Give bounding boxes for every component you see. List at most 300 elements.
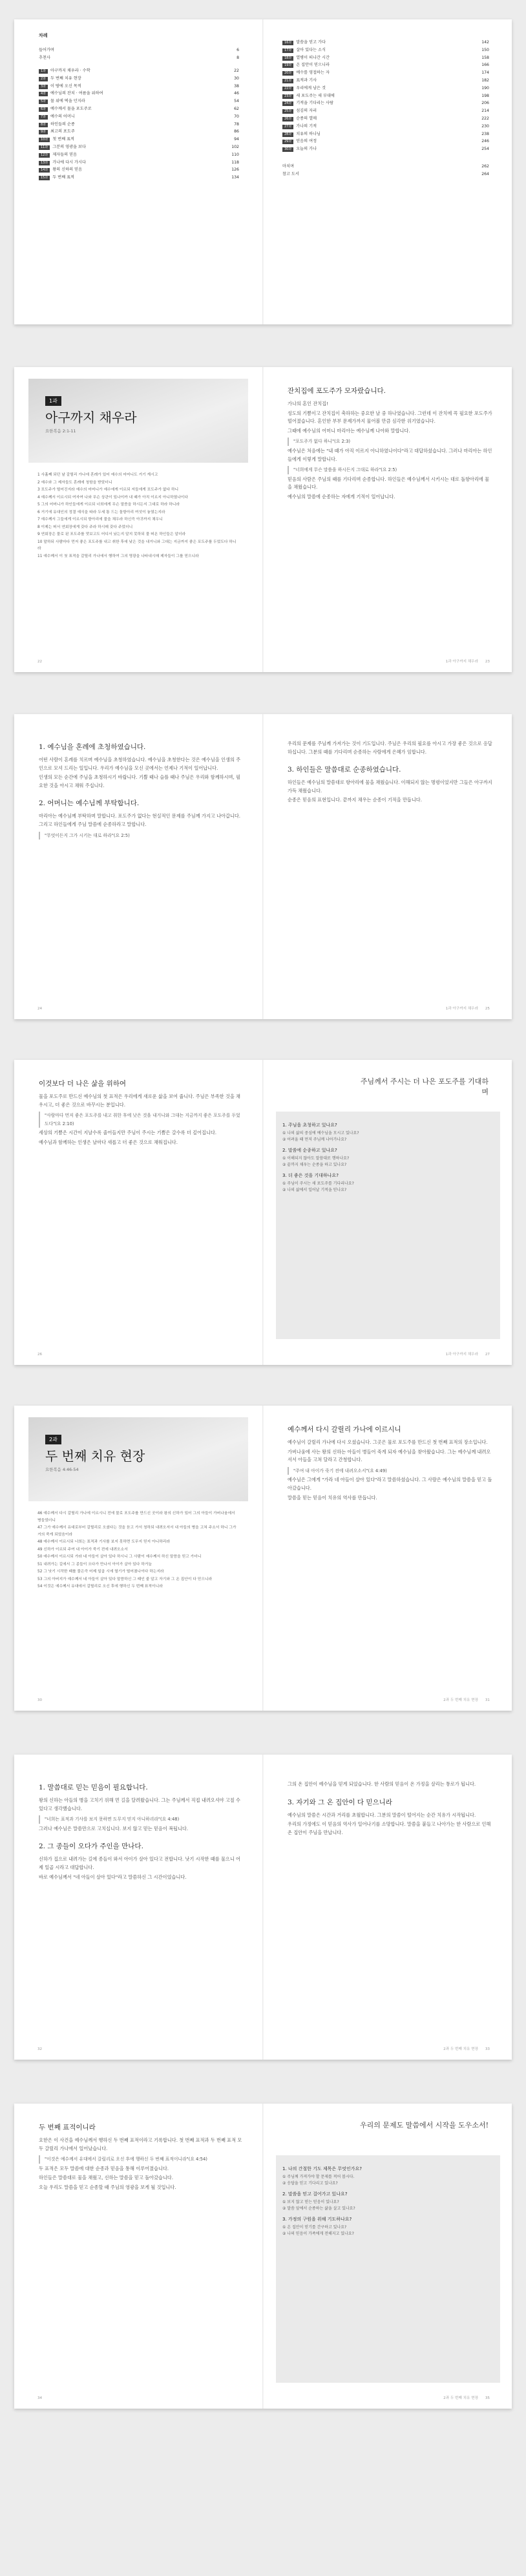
paragraph: 말씀을 믿는 믿음이 치유의 역사를 만듭니다.: [288, 1494, 377, 1501]
toc-entry: [39, 128, 239, 136]
question-item: ① 주님이 주시는 새 포도주를 기다리나요?: [282, 1181, 354, 1186]
body-text: [39, 756, 244, 790]
toc-entry-text: 믿음의 여정: [296, 139, 317, 144]
toc-entry-title: [282, 39, 326, 47]
body-text: [39, 1797, 244, 1833]
page-35: [263, 2104, 512, 2409]
paragraph: 하인들은 말씀대로 물을 채웠고, 신하는 말씀을 믿고 돌아갔습니다.: [39, 2175, 174, 2181]
section-heading: 이것보다 더 나은 삶을 위하여: [39, 1080, 127, 1088]
toc-entry: [282, 54, 489, 62]
toc-label: 차례: [39, 33, 48, 38]
paragraph: 그의 온 집안이 예수님을 믿게 되었습니다. 한 사람의 믿음이 온 가정을 살리는 통로가 됩니다.: [288, 1781, 476, 1787]
body-text: [39, 2137, 244, 2192]
toc-entry: [282, 85, 489, 92]
toc-entry-title: [39, 75, 81, 83]
toc-page-number: 150: [481, 47, 489, 52]
toc-entry-title: [282, 100, 333, 107]
toc-entry: [282, 123, 489, 131]
toc-page-number: 6: [237, 48, 239, 52]
running-head: 2과 두 번째 치유 현장: [443, 2396, 478, 2400]
ch2-title: 두 번째 치유 현장: [45, 1448, 145, 1464]
running-head: 2과 두 번째 치유 현장: [443, 1698, 478, 1702]
scripture-verse: 1 사흘째 되던 날 갈릴리 가나에 혼례가 있어 예수의 어머니도 거기 계시고: [37, 473, 158, 477]
paragraph: 우리의 문제를 주님께 가져가는 것이 기도입니다. 주님은 우리의 필요를 아시고 가장 좋은 것으로 응답하십니다. 그분의 때를 기다리며 순종하는 사람에게 은혜가 임합니다.: [288, 741, 492, 755]
ch2-body-page: [263, 1406, 512, 1711]
toc-lesson-badge: 1과: [39, 69, 48, 74]
section-heading: 예수께서 다시 갈릴리 가나에 이르시니: [288, 1426, 401, 1433]
folio-left: 24: [37, 1007, 43, 1011]
toc-entry-text: 들어가며: [39, 48, 54, 52]
toc-page-number: 158: [481, 55, 489, 60]
question-heading: 3. 가정의 구원을 위해 기도하나요?: [282, 2217, 352, 2222]
toc-entry-text: 우리에게 남은 것: [296, 85, 326, 90]
scripture-verse: 6 거기에 유대인의 정결 예식을 따라 두세 통 드는 돌항아리 여섯이 놓였는지라: [37, 510, 165, 514]
reflection-box: [276, 2155, 500, 2383]
folio-right: 33: [485, 2047, 490, 2051]
toc-entry: [39, 47, 239, 54]
scripture-verse: 50 예수께서 이르시되 가라 네 아들이 살아 있다 하시니 그 사람이 예수께서 하신 말씀을 믿고 가더니: [37, 1555, 202, 1559]
paragraph: 가버나움에 사는 왕의 신하는 아들이 병들어 죽게 되자 예수님을 찾아왔습니다. 그는 예수님께 내려오셔서 아들을 고쳐 달라고 간청합니다.: [288, 1448, 491, 1463]
toc-page-number: 102: [231, 144, 239, 149]
toc-entry-text: 이 땅에 오신 목적: [50, 83, 81, 89]
scripture-verse: 51 내려가는 길에서 그 종들이 오다가 만나서 아이가 살아 있다 하거늘: [37, 1562, 152, 1567]
question-heading: 3. 더 좋은 것을 기대하나요?: [282, 1173, 339, 1178]
reflection-heading: 우리의 문제도 말씀에서 시작을 도우소서!: [359, 2121, 489, 2129]
page-26: [14, 1060, 263, 1365]
section-heading-2: 2. 그 종들이 오다가 주인을 만나다.: [39, 1842, 143, 1851]
toc-entry-text: 최고의 포도주: [50, 129, 75, 134]
scripture-verse: 47 그가 예수께서 유대로부터 갈릴리로 오셨다는 것을 듣고 가서 청하되 내려오셔서 내 아들의 병을 고쳐 주소서 하니 그가 거의 죽게 되었음이라: [37, 1526, 237, 1537]
toc-entry: [39, 136, 239, 143]
section-heading: 두 번째 표적이니라: [39, 2124, 96, 2131]
toc-entry: [282, 47, 489, 54]
toc-entry: [39, 121, 239, 129]
paragraph: 그러나 예수님은 말씀만으로 고치십니다. 보지 않고 믿는 믿음이 복됩니다.: [39, 1825, 189, 1832]
scripture-verse: 52 그 낫기 시작한 때를 물은즉 어제 일곱 시에 열기가 떨어졌나이다 하는지라: [37, 1570, 164, 1574]
paragraph: 우리의 가정에도 이 믿음의 역사가 일어나기를 소망합니다. 말씀을 붙들고 나아가는 한 사람으로 인해 온 집안이 주님을 만납니다.: [288, 1821, 491, 1835]
body-text: [288, 1811, 492, 1837]
toc-lesson-badge: 4과: [39, 92, 48, 96]
scripture-verse: 4 예수께서 이르시되 여자여 나와 무슨 상관이 있나이까 내 때가 아직 이르지 아니하였나이다: [37, 495, 188, 500]
spread-26-27: [14, 1060, 512, 1365]
page-24: [14, 714, 263, 1019]
toc-page-number: 206: [481, 101, 489, 106]
toc-lesson-badge: 10과: [39, 138, 50, 142]
toc-entry-text: 마치며: [282, 164, 294, 169]
body-text: [288, 1439, 492, 1502]
toc-lesson-badge: 7과: [39, 115, 48, 120]
scripture-verse: 8 이제는 떠서 연회장에게 갖다 주라 하시매 갖다 주었더니: [37, 525, 133, 529]
toc-entry-text: 가나에 다시 가시다: [52, 160, 86, 165]
toc-entry-text: 말씀을 믿고 가다: [296, 40, 326, 45]
toc-entry-text: 왕의 신하의 믿음: [52, 167, 82, 173]
scripture-quote: "주여 내 아이가 죽기 전에 내려오소서"(요 4:49): [288, 1467, 492, 1475]
toc-entry-title: [39, 47, 54, 54]
toc-lesson-badge: 12과: [39, 153, 50, 158]
toc-entry: [282, 39, 489, 47]
toc-entry-title: [39, 54, 50, 62]
toc-lesson-badge: 26과: [282, 117, 293, 121]
toc-entry-text: 오늘의 가나: [296, 147, 317, 152]
toc-page-number: 38: [234, 83, 239, 89]
question-heading: 2. 말씀에 순종하고 있나요?: [282, 1148, 337, 1153]
paragraph: 예수님이 갈릴리 가나에 다시 오셨습니다. 그곳은 물로 포도주를 만드신 첫 번째 표적의 장소입니다.: [288, 1439, 488, 1445]
toc-entry-title: [39, 166, 82, 174]
toc-entry: [39, 159, 239, 167]
question-heading: 2. 말씀을 믿고 걸어가고 있나요?: [282, 2191, 348, 2197]
paragraph: 왕의 신하는 아들의 병을 고치기 위해 먼 길을 달려왔습니다. 그는 주님께서 직접 내려오셔야 고칠 수 있다고 생각했습니다.: [39, 1797, 240, 1811]
toc-page-number: 142: [481, 40, 489, 45]
toc-entry-text: 물 위에 떡을 던지라: [50, 99, 85, 104]
body-text: [39, 812, 244, 839]
toc-lesson-badge: 23과: [282, 94, 293, 99]
toc-entry-text: 예수님의 잔치 · 여름을 위하여: [50, 91, 103, 96]
toc-entry: [282, 107, 489, 115]
toc-entry-title: [282, 85, 326, 92]
toc-entry-text: 두 번째 치유 현장: [50, 76, 81, 81]
toc-lesson-badge: 17과: [282, 48, 293, 53]
toc-lesson-badge: 6과: [39, 107, 48, 112]
toc-page-number: 126: [231, 167, 239, 173]
paragraph: 바로 예수님께서 "네 아들이 살아 있다"라고 말씀하신 그 시간이었습니다.: [39, 1874, 187, 1880]
body-text: [288, 1780, 492, 1789]
question-item: ① 이해되지 않아도 말씀대로 행하나요?: [282, 1156, 350, 1161]
toc-entry-title: [39, 159, 86, 167]
folio-right: 25: [485, 1007, 490, 1011]
toc-lesson-badge: 19과: [282, 63, 293, 68]
toc-entry: [282, 171, 489, 178]
toc-page-number: 70: [234, 114, 239, 119]
toc-entry-title: [282, 54, 330, 62]
toc-entry: [282, 163, 489, 171]
paragraph: 하인들은 예수님의 말씀대로 항아리에 물을 채웠습니다. 이해되지 않는 명령이었지만 그들은 아구까지 가득 채웠습니다.: [288, 779, 492, 794]
scripture-quote: "포도주가 없다 하니"(요 2:3): [288, 438, 492, 446]
toc-entry-title: [39, 121, 75, 129]
toc-lesson-badge: 2과: [39, 77, 48, 81]
toc-entry-title: [282, 115, 317, 123]
page-27: [263, 1060, 512, 1365]
paragraph: 예수님의 말씀에 순종하는 자에게 기적이 일어납니다.: [288, 493, 395, 500]
toc-entry: [39, 54, 239, 62]
paragraph: 어떤 사람이 혼례를 치르며 예수님을 초청하였습니다. 예수님을 초청한다는 것은 예수님을 인생의 주인으로 모셔 드리는 일입니다. 우리가 예수님을 모신 곳에서는 언제나 기적이 일어납니다.: [39, 757, 241, 771]
toc-entry-title: [282, 163, 294, 171]
paragraph: 물을 포도주로 만드신 예수님의 첫 표적은 우리에게 새로운 삶을 보여 줍니다. 주님은 부족한 것을 채우시고, 더 좋은 것으로 바꾸시는 분입니다.: [39, 1093, 240, 1108]
toc-lesson-badge: 3과: [39, 85, 48, 89]
toc-lesson-badge: 20과: [282, 71, 293, 76]
toc-lesson-badge: 13과: [39, 161, 50, 165]
running-head: 1과 아구까지 채우라: [445, 1007, 478, 1011]
toc-entry: [39, 143, 239, 151]
toc-entry-title: [39, 105, 92, 113]
paragraph: 신하가 집으로 내려가는 길에 종들이 와서 아이가 살아 있다고 전합니다. 낫기 시작한 때를 물으니 어제 일곱 시라고 대답합니다.: [39, 1856, 240, 1870]
toc-page-number: 62: [234, 106, 239, 111]
scripture-verse: 53 그의 아버지가 예수께서 네 아들이 살아 있다 말씀하신 그 때인 줄 알고 자기와 그 온 집안이 다 믿으니라: [37, 1577, 213, 1581]
toc-entry: [39, 174, 239, 182]
toc-page-number: 54: [234, 99, 239, 104]
toc-entry-title: [39, 83, 81, 90]
toc-entry-title: [39, 143, 86, 151]
toc-lesson-badge: 21과: [282, 79, 293, 83]
paragraph: 순종은 믿음의 표현입니다. 끝까지 채우는 순종이 기적을 만듭니다.: [288, 797, 423, 803]
reflection-heading: 주님께서 주시는 더 나은 포도주를 기대하며: [360, 1077, 489, 1096]
question-item: ② 끝까지 채우는 순종을 하고 있나요?: [282, 1163, 347, 1167]
scripture-verse: 54 이것은 예수께서 유대에서 갈릴리로 오신 후에 행하신 두 번째 표적이니라: [37, 1585, 163, 1589]
page-33: [263, 1755, 512, 2060]
toc-entry: [39, 90, 239, 98]
paragraph: 마리아는 예수님께 부탁하며 말합니다. 포도주가 없다는 현실적인 문제를 주님께 가지고 나아갑니다. 그리고 하인들에게 주님 말씀에 순종하라고 말합니다.: [39, 813, 241, 827]
question-heading: 1. 나의 간절한 기도 제목은 무엇인가요?: [282, 2166, 362, 2171]
folio-left: 26: [37, 1353, 43, 1357]
toc-entry-title: [282, 131, 321, 138]
toc-lesson-badge: 24과: [282, 101, 293, 106]
paragraph: 세상의 기쁨은 시간이 지날수록 줄어들지만 주님이 주시는 기쁨은 갈수록 더 깊어집니다.: [39, 1130, 217, 1136]
toc-page-number: 182: [481, 78, 489, 83]
question-item: ② 응답을 믿고 기다리고 있나요?: [282, 2181, 338, 2186]
paragraph: 예수님은 처음에는 "내 때가 아직 이르지 아니하였나이다"라고 대답하셨습니다. 그러나 마리아는 하인들에게 이렇게 말합니다.: [288, 447, 492, 462]
paragraph: 믿음의 사람은 주님의 때를 기다리며 순종합니다. 하인들은 예수님께서 시키시는 대로 돌항아리에 물을 채웠습니다.: [288, 476, 490, 491]
paragraph: 예수님은 그에게 "가라 네 아들이 살아 있다"라고 말씀하셨습니다. 그 사람은 예수님의 말씀을 믿고 돌아갔습니다.: [288, 1477, 492, 1491]
toc-entry-text: 아구까지 채우라 · 수학: [50, 69, 90, 73]
toc-page-number: 262: [481, 164, 489, 169]
toc-entry-title: [39, 67, 90, 75]
scripture-verse: 9 연회장은 물로 된 포도주를 맛보고도 어디서 났는지 알지 못하되 물 떠온 하인들은 알더라: [37, 533, 186, 536]
question-item: ① 보지 않고 믿는 믿음이 있나요?: [282, 2200, 339, 2204]
question-item: ② 나의 삶에서 일어날 기적을 믿나요?: [282, 1188, 347, 1192]
toc-entry-text: 예수의 어머니: [50, 114, 75, 119]
scripture-verse: 48 예수께서 이르시되 너희는 표적과 기사를 보지 못하면 도무지 믿지 아니하리라: [37, 1540, 170, 1544]
ch1-tag: 1과: [45, 396, 61, 406]
toc-entry: [282, 61, 489, 69]
toc-lesson-badge: 22과: [282, 87, 293, 91]
question-item: ① 온 집안이 믿기를 간구하고 있나요?: [282, 2225, 347, 2230]
toc-entry-title: [282, 61, 330, 69]
toc-page-number: 230: [481, 123, 489, 129]
toc-entry-title: [282, 92, 335, 100]
question-item: ① 나의 삶의 중심에 예수님을 모시고 있나요?: [282, 1131, 359, 1135]
paragraph: 그때에 예수님의 어머니 마리아는 예수님께 나아와 말합니다.: [288, 427, 410, 434]
paragraph: 두 표적은 모두 말씀에 대한 순종과 믿음을 통해 이루어졌습니다.: [39, 2165, 169, 2171]
section-heading-1: 1. 예수님을 혼례에 초청하였습니다.: [39, 743, 146, 751]
reflection-box: [276, 1112, 500, 1339]
toc-entry-title: [39, 151, 77, 159]
spread-ch1-opener: [14, 367, 512, 672]
toc-entry: [282, 115, 489, 123]
ch1-scripture-text: [37, 472, 238, 560]
running-head: 1과 아구까지 채우라: [445, 660, 478, 664]
toc-entry: [282, 92, 489, 100]
toc-entry-title: [39, 113, 75, 121]
toc-page-number: 166: [481, 63, 489, 68]
scripture-quote: "너희에게 무슨 말씀을 하시든지 그대로 하라"(요 2:5): [288, 466, 492, 474]
toc-lesson-badge: 15과: [39, 176, 50, 180]
body-text: [39, 1855, 244, 1881]
spread-32-33: [14, 1755, 512, 2060]
toc-list-left: [39, 67, 239, 182]
question-item: ② 어려울 때 먼저 주님께 나아가나요?: [282, 1137, 347, 1142]
toc-entry-text: 그분의 영광을 보다: [52, 144, 86, 149]
toc-page-number: 78: [234, 121, 239, 127]
toc-entry: [39, 83, 239, 90]
toc-lesson-badge: 14과: [39, 168, 50, 173]
toc-entry-title: [39, 136, 74, 143]
toc-page-number: 86: [234, 129, 239, 134]
ch1-body-page: [263, 367, 512, 672]
toc-page-number: 190: [481, 85, 489, 90]
toc-entry-text: 예수께서 물을 포도주로: [50, 106, 92, 111]
folio-left: 32: [37, 2047, 43, 2051]
toc-entry-text: 치유의 하나님: [296, 131, 321, 136]
toc-entry: [39, 75, 239, 83]
toc-page-number: 30: [234, 76, 239, 81]
folio-left: 22: [37, 660, 43, 664]
toc-entry: [39, 151, 239, 159]
toc-entry-text: 표적과 기사: [296, 78, 317, 83]
ch2-tag: 2과: [45, 1435, 61, 1444]
toc-page-number: 238: [481, 131, 489, 136]
scripture-quote: "이것은 예수께서 유대에서 갈릴리로 오신 후에 행하신 두 번째 표적이니라"(요 4:54): [39, 2155, 244, 2164]
toc-entry: [39, 166, 239, 174]
spread-24-25: [14, 714, 512, 1019]
section-heading-1: 1. 말씀대로 믿는 믿음이 필요합니다.: [39, 1784, 148, 1791]
toc-lesson-badge: 9과: [39, 130, 48, 134]
page-34: [14, 2104, 263, 2409]
toc-page-number: 22: [234, 69, 239, 73]
scripture-verse: 49 신하가 이르되 주여 내 아이가 죽기 전에 내려오소서: [37, 1547, 128, 1552]
question-item: ② 말씀 앞에서 순종하는 삶을 살고 있나요?: [282, 2206, 355, 2211]
spread-toc: [14, 19, 512, 324]
scripture-verse: 10 말하되 사람마다 먼저 좋은 포도주를 내고 취한 후에 낮은 것을 내거니와 그대는 지금까지 좋은 포도주를 두었도다 하니라: [37, 540, 237, 551]
folio-right: 23: [485, 660, 490, 664]
ch1-title: 아구까지 채우라: [45, 410, 137, 425]
toc-lesson-badge: 28과: [282, 132, 293, 137]
paragraph: 성도의 기쁨이고 잔치집이 축하하는 중요한 날 중 하나였습니다. 그런데 이 잔치에 꼭 필요한 포도주가 떨어졌습니다. 혼인한 부부 문제가까지 물어볼 만큼 심각한 위기였습니다.: [288, 410, 492, 425]
toc-left-page: [14, 19, 263, 324]
running-head: 1과 아구까지 채우라: [445, 1353, 478, 1357]
toc-entry-text: 제자들의 믿음: [52, 152, 78, 157]
body-text: [288, 779, 492, 805]
scripture-quote: "너희는 표적과 기사를 보지 못하면 도무지 믿지 아니하리라"(요 4:48): [39, 1815, 244, 1824]
toc-entry-text: 기적을 기다리는 사람: [296, 101, 333, 106]
section-heading-3: 3. 자기와 그 온 집안이 다 믿으니라: [288, 1798, 392, 1806]
page-25: [263, 714, 512, 1019]
toc-entry-text: 새 포도주는 새 부대에: [296, 93, 335, 98]
toc-page-number: 174: [481, 70, 489, 76]
toc-entry-title: [39, 90, 103, 98]
toc-entry: [39, 113, 239, 121]
ch1-title-block: [39, 386, 207, 441]
running-head: 2과 두 번째 치유 현장: [443, 2047, 478, 2051]
toc-entry-text: 추천사: [39, 55, 50, 60]
toc-entry: [39, 105, 239, 113]
question-item: ② 나의 믿음이 가족에게 전해지고 있나요?: [282, 2232, 354, 2236]
toc-entry: [282, 77, 489, 85]
section-heading-3: 3. 하인들은 말씀대로 순종하였습니다.: [288, 766, 401, 774]
toc-entry: [282, 138, 489, 145]
toc-page-number: 198: [481, 93, 489, 98]
toc-entry-text: 첫 번째 표적: [52, 137, 75, 142]
paragraph: 가나의 혼인 잔치집!: [288, 401, 328, 406]
toc-page-number: 134: [231, 175, 239, 180]
question-item: ① 주님께 가져가야 할 문제를 적어 봅시다.: [282, 2175, 355, 2179]
toc-page-number: 246: [481, 139, 489, 144]
toc-page-number: 254: [481, 147, 489, 152]
paragraph: 요한은 이 사건을 예수님께서 행하신 두 번째 표적이라고 기록합니다. 첫 번째 표적과 두 번째 표적 모두 갈릴리 가나에서 일어났습니다.: [39, 2137, 242, 2151]
toc-entry-text: 순종의 열매: [296, 116, 317, 121]
toc-entry: [282, 100, 489, 107]
body-text: [288, 400, 492, 501]
ch2-scripture-ref: 요한복음 4:46-54: [45, 1467, 79, 1472]
question-heading: 1. 주님을 초청하고 있나요?: [282, 1123, 337, 1128]
scripture-quote: "사람마다 먼저 좋은 포도주를 내고 취한 후에 낮은 것을 내거니와 그대는 지금까지 좋은 포도주를 두었도다"(요 2:10): [39, 1112, 244, 1128]
toc-entry-text: 하인들의 순종: [50, 121, 75, 127]
toc-entry: [282, 131, 489, 138]
toc-lesson-badge: 29과: [282, 140, 293, 144]
folio-right: 35: [485, 2396, 490, 2400]
ch2-opener-page: [14, 1406, 263, 1711]
toc-entry-text: 온 집안이 믿으니라: [296, 63, 330, 68]
toc-entry-title: [282, 171, 299, 178]
folio-left: 30: [37, 1698, 43, 1702]
toc-lesson-badge: 18과: [282, 56, 293, 61]
paragraph: 오늘 우리도 말씀을 믿고 순종할 때 주님의 영광을 보게 될 것입니다.: [39, 2184, 176, 2190]
scripture-verse: 5 그의 어머니가 하인들에게 이르되 너희에게 무슨 말씀을 하시든지 그대로 하라 하니라: [37, 503, 180, 507]
toc-entry-title: [39, 174, 74, 182]
toc-list-right: [282, 39, 489, 153]
spread-34-35: [14, 2104, 512, 2409]
toc-page-number: 8: [237, 55, 239, 60]
scripture-verse: 2 예수와 그 제자들도 혼례에 청함을 받았더니: [37, 480, 112, 485]
toc-lesson-badge: 16과: [282, 41, 293, 45]
toc-entry-title: [282, 69, 330, 77]
spread-ch2-opener: [14, 1406, 512, 1711]
scripture-verse: 7 예수께서 그들에게 이르시되 항아리에 물을 채우라 하신즉 아귀까지 채우니: [37, 518, 163, 522]
scripture-verse: 11 예수께서 이 첫 표적을 갈릴리 가나에서 행하여 그의 영광을 나타내시매 제자들이 그를 믿으니라: [37, 554, 199, 558]
toc-entry-title: [39, 128, 75, 136]
toc-page-number: 46: [234, 91, 239, 96]
body-text: [39, 1093, 244, 1147]
toc-entry-title: [282, 138, 317, 145]
body-text: [288, 740, 492, 756]
toc-entry-text: 두 번째 표적: [52, 175, 75, 180]
paragraph: 예수님과 함께하는 인생은 날마다 새롭고 더 좋은 것으로 채워집니다.: [39, 1139, 178, 1145]
toc-entry-text: 예수를 영접하는 자: [296, 70, 330, 76]
ch2-scripture-text: [37, 1510, 238, 1591]
toc-lesson-badge: 27과: [282, 125, 293, 129]
toc-prelims: [39, 47, 239, 62]
toc-page-number: 94: [234, 137, 239, 142]
paragraph: 인생의 모든 순간에 주님을 초청하시기 바랍니다. 기쁠 때나 슬플 때나 주님은 우리와 함께하시며, 필요한 것을 아시고 채워 주십니다.: [39, 774, 240, 788]
folio-left: 34: [37, 2396, 43, 2400]
toc-entry-text: 참고 도서: [282, 171, 299, 176]
folio-right: 31: [485, 1698, 490, 1702]
toc-lesson-badge: 8과: [39, 123, 48, 127]
toc-entry-title: [282, 77, 317, 85]
toc-lesson-badge: 11과: [39, 145, 50, 150]
toc-page-number: 118: [231, 160, 239, 165]
toc-lesson-badge: 30과: [282, 147, 293, 152]
toc-entry: [282, 145, 489, 153]
scripture-verse: 3 포도주가 떨어진지라 예수의 어머니가 예수에게 이르되 저들에게 포도주가 없다 하니: [37, 488, 179, 492]
toc-entry: [39, 98, 239, 105]
toc-lesson-badge: 5과: [39, 100, 48, 104]
toc-appendix: [282, 163, 489, 178]
toc-right-page: [263, 19, 512, 324]
toc-lesson-badge: 25과: [282, 109, 293, 114]
toc-entry-title: [282, 123, 317, 131]
toc-page-number: 222: [481, 116, 489, 121]
toc-entry-text: 열병이 떠나간 시간: [296, 55, 330, 60]
section-heading: 잔치집에 포도주가 모자랐습니다.: [288, 387, 386, 395]
